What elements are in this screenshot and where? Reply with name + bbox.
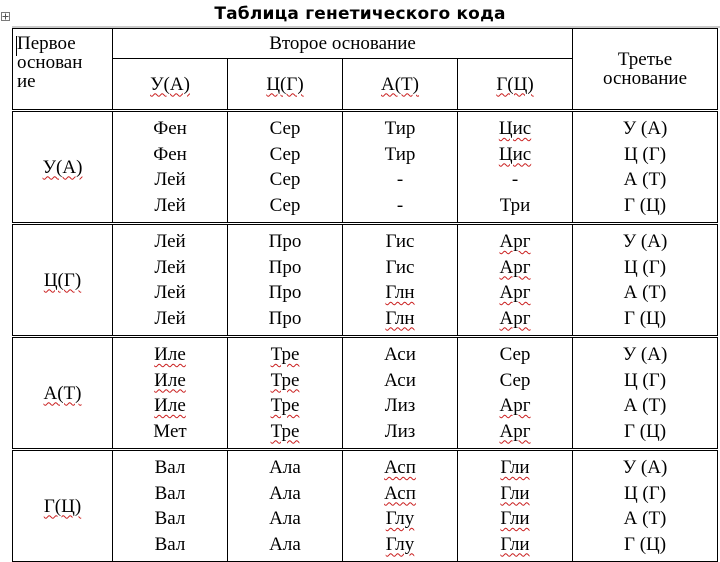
- amino-acid: Цис: [498, 143, 532, 165]
- third-base-cell: [573, 111, 718, 224]
- codon-cell: [343, 224, 458, 337]
- amino-acid: Фен: [153, 143, 187, 165]
- amino-acid: Гис: [385, 256, 415, 278]
- amino-acid: Про: [268, 282, 302, 303]
- amino-acid: Гли: [500, 482, 530, 504]
- second-base-label: А(Т): [381, 73, 419, 95]
- amino-acid: Лей: [154, 256, 186, 278]
- third-base-label: У (А): [622, 457, 668, 478]
- codon-cell: [113, 450, 228, 562]
- second-base-col-a: [343, 59, 458, 111]
- third-base-label: Ц (Г): [623, 369, 667, 391]
- table-row: [13, 450, 718, 562]
- amino-acid: Сер: [499, 369, 531, 391]
- second-base-label: Ц(Г): [266, 73, 304, 95]
- amino-acid: Вал: [154, 482, 186, 504]
- amino-acid: Асп: [384, 457, 416, 478]
- third-base-label: А (Т): [623, 395, 667, 416]
- text-cursor: [16, 36, 17, 56]
- codon-cell: [458, 450, 573, 562]
- amino-acid: Арг: [499, 256, 531, 278]
- codon-cell: [113, 224, 228, 337]
- third-base-label: А (Т): [623, 508, 667, 529]
- amino-acid: Лей: [154, 169, 186, 190]
- amino-acid: Гис: [385, 231, 415, 252]
- first-base-cell: [13, 224, 113, 337]
- amino-acid: Три: [499, 194, 531, 216]
- amino-acid: Арг: [499, 420, 531, 442]
- codon-cell: [458, 337, 573, 450]
- page-title: Таблица генетического кода: [214, 4, 506, 24]
- third-base-label: Г (Ц): [623, 533, 667, 555]
- third-base-cell: [573, 224, 718, 337]
- third-base-label: У (А): [622, 344, 668, 365]
- amino-acid: -: [396, 194, 404, 216]
- amino-acid: Лей: [154, 307, 186, 329]
- header-third-base-line: Третье: [617, 49, 673, 70]
- table-row: [13, 111, 718, 224]
- amino-acid: Вал: [154, 457, 186, 478]
- amino-acid: Про: [268, 307, 302, 329]
- second-base-label: У(А): [150, 73, 190, 95]
- third-base-label: Г (Ц): [623, 420, 667, 442]
- amino-acid: Иле: [154, 344, 186, 365]
- header-first-base-line: основан: [17, 52, 83, 73]
- amino-acid: Аси: [384, 344, 416, 365]
- third-base-label: А (Т): [623, 282, 667, 303]
- third-base-label: У (А): [622, 231, 668, 252]
- codon-cell: [113, 111, 228, 224]
- amino-acid: Сер: [499, 344, 531, 365]
- first-base-label: А(Т): [43, 382, 82, 404]
- amino-acid: Арг: [499, 307, 531, 329]
- amino-acid: -: [511, 169, 519, 190]
- codon-cell: [343, 111, 458, 224]
- codon-cell: [343, 337, 458, 450]
- third-base-label: Г (Ц): [623, 194, 667, 216]
- genetic-code-table: [12, 28, 718, 562]
- amino-acid: Ала: [269, 533, 301, 555]
- amino-acid: Лиз: [384, 395, 416, 416]
- amino-acid: Сер: [269, 169, 301, 190]
- first-base-label: Г(Ц): [43, 495, 82, 517]
- amino-acid: Тре: [270, 369, 300, 391]
- amino-acid: Про: [268, 256, 302, 278]
- amino-acid: Ала: [269, 457, 301, 478]
- second-base-col-c: [228, 59, 343, 111]
- third-base-label: Г (Ц): [623, 307, 667, 329]
- first-base-label: Ц(Г): [43, 269, 82, 291]
- amino-acid: Тре: [270, 344, 300, 365]
- third-base-cell: [573, 337, 718, 450]
- header-first-base-line: Первое: [17, 33, 76, 54]
- amino-acid: Аси: [384, 369, 416, 391]
- amino-acid: Арг: [499, 231, 531, 252]
- header-second-base: Второе основание: [113, 29, 573, 59]
- header-first-base-line: ие: [17, 71, 36, 92]
- amino-acid: Асп: [384, 482, 416, 504]
- amino-acid: Лей: [154, 282, 186, 303]
- amino-acid: Ала: [269, 482, 301, 504]
- header-first-base: [13, 29, 113, 111]
- amino-acid: Вал: [154, 508, 186, 529]
- codon-cell: [228, 450, 343, 562]
- codon-cell: [458, 224, 573, 337]
- amino-acid: Иле: [154, 369, 186, 391]
- third-base-cell: [573, 450, 718, 562]
- amino-acid: Глу: [385, 533, 415, 555]
- amino-acid: Вал: [154, 533, 186, 555]
- amino-acid: -: [396, 169, 404, 190]
- amino-acid: Сер: [269, 118, 301, 139]
- amino-acid: Арг: [499, 282, 531, 303]
- amino-acid: Цис: [498, 118, 532, 139]
- codon-cell: [458, 111, 573, 224]
- amino-acid: Тре: [270, 395, 300, 416]
- amino-acid: Глн: [385, 307, 415, 329]
- third-base-label: У (А): [622, 118, 668, 139]
- codon-cell: [228, 111, 343, 224]
- first-base-cell: [13, 111, 113, 224]
- table-row: [13, 224, 718, 337]
- amino-acid: Лей: [154, 194, 186, 216]
- amino-acid: Иле: [154, 395, 186, 416]
- codon-cell: [228, 337, 343, 450]
- first-base-label: У(А): [42, 156, 83, 178]
- third-base-label: А (Т): [623, 169, 667, 190]
- amino-acid: Фен: [153, 118, 187, 139]
- amino-acid: Ала: [269, 508, 301, 529]
- amino-acid: Гли: [500, 533, 530, 555]
- amino-acid: Арг: [499, 395, 531, 416]
- header-third-base: [573, 29, 718, 111]
- header-third-base-line: основание: [603, 68, 688, 89]
- amino-acid: Про: [268, 231, 302, 252]
- amino-acid: Лей: [154, 231, 186, 252]
- amino-acid: Глн: [385, 282, 415, 303]
- first-base-cell: [13, 450, 113, 562]
- table-row: [13, 337, 718, 450]
- amino-acid: Тир: [384, 118, 416, 139]
- amino-acid: Сер: [269, 143, 301, 165]
- codon-cell: [113, 337, 228, 450]
- amino-acid: Лиз: [384, 420, 416, 442]
- amino-acid: Гли: [500, 508, 530, 529]
- amino-acid: Глу: [385, 508, 415, 529]
- third-base-label: Ц (Г): [623, 143, 667, 165]
- second-base-label: Г(Ц): [496, 73, 534, 95]
- second-base-col-g: [458, 59, 573, 111]
- amino-acid: Сер: [269, 194, 301, 216]
- amino-acid: Гли: [500, 457, 530, 478]
- first-base-cell: [13, 337, 113, 450]
- third-base-label: Ц (Г): [623, 256, 667, 278]
- codon-cell: [228, 224, 343, 337]
- second-base-col-u: [113, 59, 228, 111]
- codon-cell: [343, 450, 458, 562]
- amino-acid: Мет: [153, 420, 187, 442]
- amino-acid: Тир: [384, 143, 416, 165]
- amino-acid: Тре: [270, 420, 300, 442]
- third-base-label: Ц (Г): [623, 482, 667, 504]
